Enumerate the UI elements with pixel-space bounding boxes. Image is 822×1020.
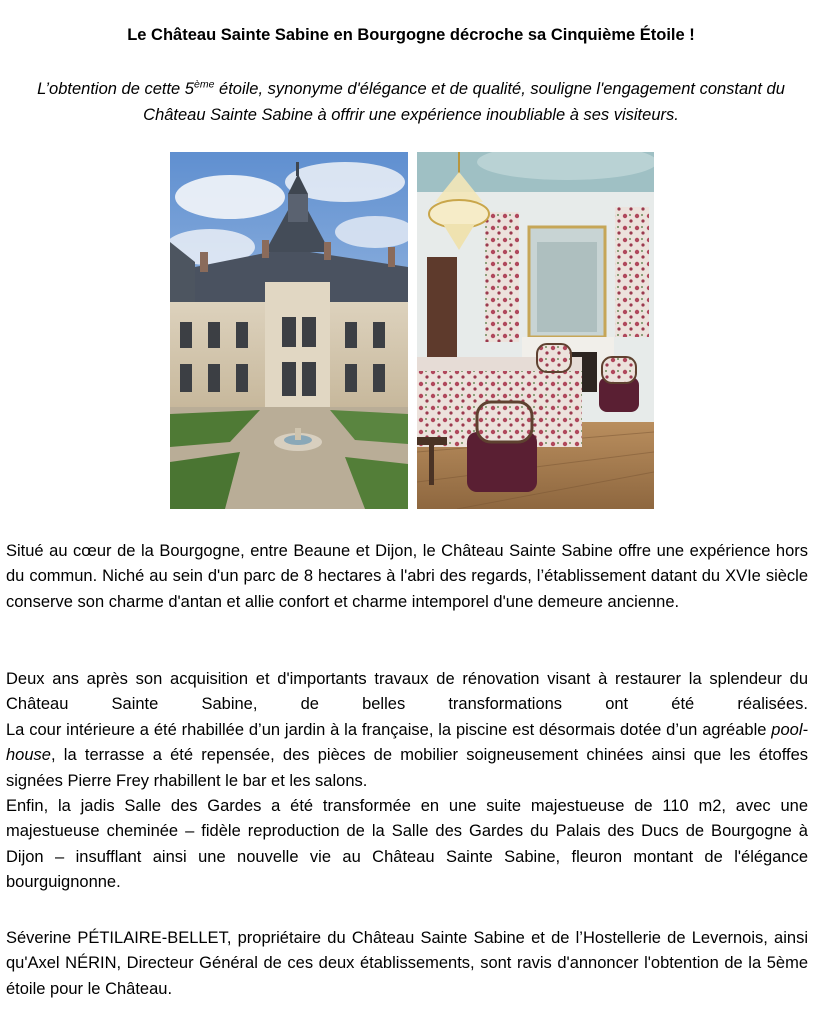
- announcement-paragraph-text: Séverine PÉTILAIRE-BELLET, propriétaire du Château Sainte Sabine et de l’Hostellerie de Levernois, ainsi qu'Axel NÉRIN, Directeur Général de ces deux établissements, sont ravis d'annoncer l'obtention de la 5ème étoile pour le Château.: [6, 929, 808, 998]
- announcement-paragraph: [6, 926, 808, 1002]
- renovation-details-part: , la terrasse a été repensée, des pièces de mobilier soigneusement chinées ainsi que les étoffes signées Pierre Frey rhabillent le bar et les salons.: [6, 746, 808, 790]
- lead-text: [10, 76, 812, 128]
- intro-paragraph-text: Situé au cœur de la Bourgogne, entre Beaune et Dijon, le Château Sainte Sabine offre une expérience hors du commun. Niché au sein d'un parc de 8 hectares à l'abri des regards, l’établissement datant du XVIe siècle conserve son charme d'antan et allie confort et charme intemporel d'une demeure ancienne.: [6, 542, 808, 611]
- renovation-details-text: [6, 718, 808, 794]
- renovation-details-part: La cour intérieure a été rhabillée d’un jardin à la française, la piscine est désormais dotée d’un agréable: [6, 720, 772, 739]
- lead-text-part: L’obtention de cette 5: [37, 80, 194, 98]
- lead-text-part: étoile, synonyme d'élégance et de qualité, souligne l'engagement constant du Château Sainte Sabine à offrir une expérience inoubliable à ses visiteurs.: [143, 80, 785, 124]
- renovation-paragraph-text: Deux ans après son acquisition et d'importants travaux de rénovation visant à restaurer la splendeur du Château Sainte Sabine, de belles transformations ont été réalisées.: [6, 670, 808, 714]
- chateau-exterior-photo: [170, 152, 408, 509]
- renovation-paragraph: [6, 667, 808, 896]
- lead-superscript: ème: [194, 78, 215, 91]
- salle-des-gardes-text: Enfin, la jadis Salle des Gardes a été transformée en une suite majestueuse de 110 m2, avec une majestueuse cheminée – fidèle reproduction de la Salle des Gardes du Palais des Ducs de Bourgogne à Dijon – insufflant ainsi une nouvelle vie au Château Sainte Sabine, fleuron montant de l'élégance bourguignonne.: [6, 797, 808, 892]
- page-title: Le Château Sainte Sabine en Bourgogne décroche sa Cinquième Étoile !: [127, 26, 695, 44]
- salon-interior-photo: [417, 152, 654, 509]
- intro-paragraph: [6, 539, 808, 615]
- pool-house-term: pool-house: [6, 720, 808, 765]
